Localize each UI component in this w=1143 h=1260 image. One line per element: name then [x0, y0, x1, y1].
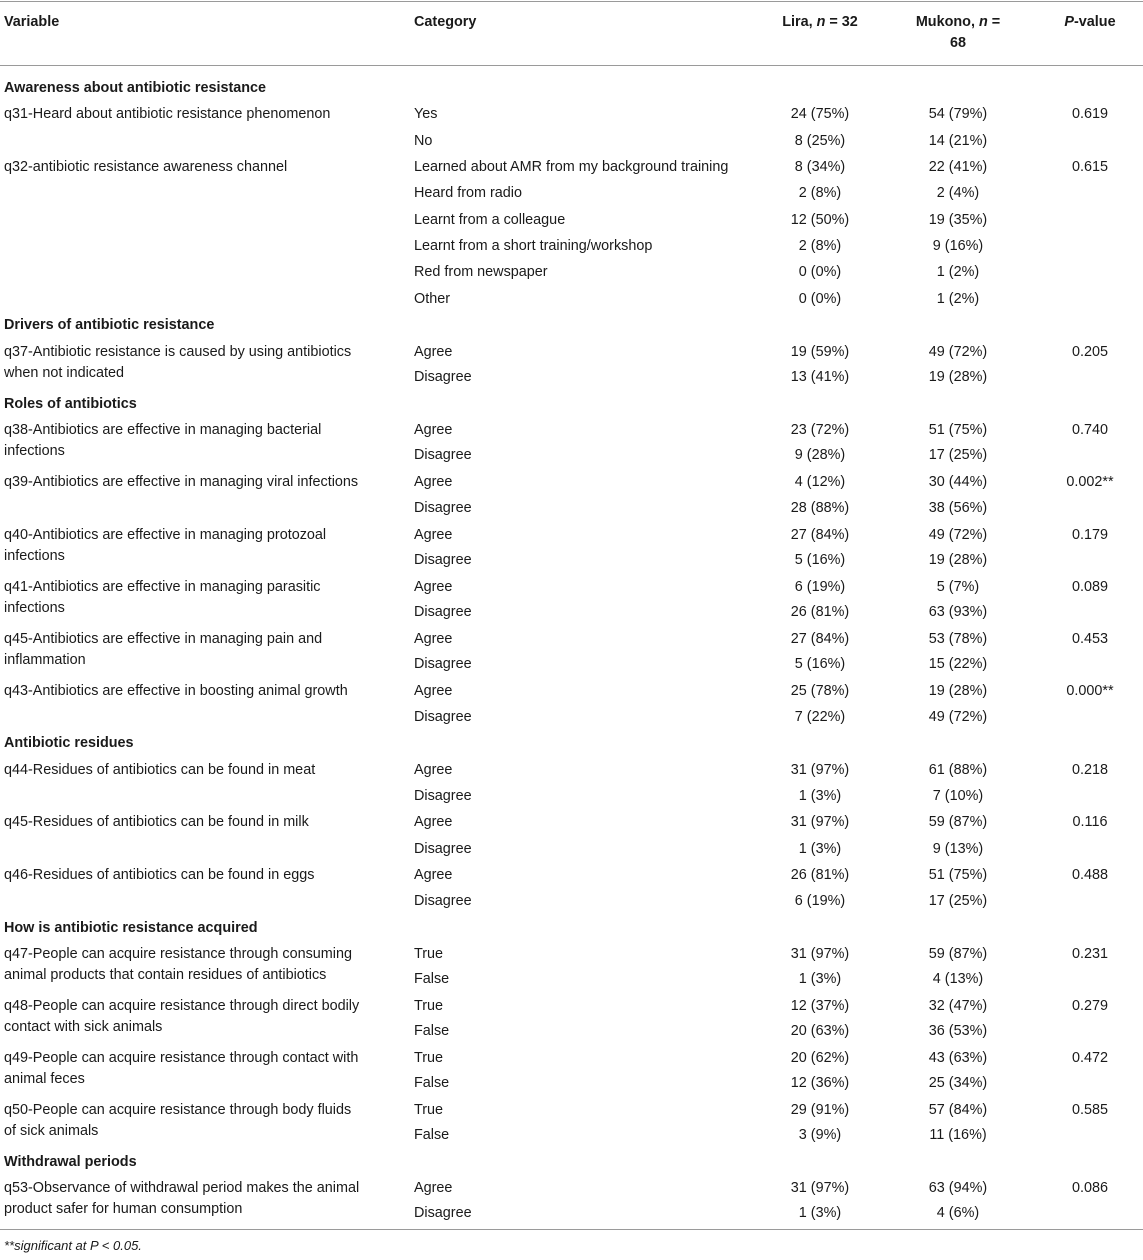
variable-label-line: infections	[4, 547, 65, 564]
lira-cell: 26 (81%)	[790, 867, 850, 883]
category-cell: Agree	[414, 867, 453, 883]
header-mukono: Mukono, n = 68	[915, 14, 1001, 51]
variable-label-line: animal feces	[4, 1071, 85, 1088]
p-value: 0.453	[1071, 630, 1108, 647]
lira-cell: 5 (16%)	[794, 655, 846, 672]
variable-label-line: infections	[4, 599, 65, 616]
section-title: Withdrawal periods	[4, 1154, 137, 1171]
variable-label-line: of sick animals	[4, 1123, 99, 1140]
mukono-cell: 49 (72%)	[928, 708, 988, 725]
lira-cell: 12 (50%)	[790, 211, 850, 228]
lira-cell: 4 (12%)	[794, 473, 846, 490]
lira-cell: 1 (3%)	[798, 971, 842, 988]
section-title: Awareness about antibiotic resistance	[4, 80, 267, 96]
p-value: 0.488	[1071, 867, 1108, 883]
lira-cell: 19 (59%)	[790, 343, 850, 360]
p-value: 0.619	[1071, 106, 1108, 123]
lira-cell: 31 (97%)	[790, 761, 850, 778]
variable-label	[4, 472, 399, 493]
mukono-cell: 19 (28%)	[928, 551, 988, 568]
mukono-cell: 51 (75%)	[928, 421, 988, 438]
mukono-cell: 49 (72%)	[928, 343, 988, 360]
category-cell: Disagree	[414, 446, 472, 463]
mukono-cell: 5 (7%)	[936, 578, 980, 595]
variable-label-line: q49-People can acquire resistance through contact with	[4, 1050, 359, 1067]
category-cell: Disagree	[414, 708, 472, 725]
category-cell: Agree	[414, 761, 453, 778]
category-cell: False	[414, 1075, 450, 1092]
mukono-cell: 4 (6%)	[936, 1205, 980, 1222]
variable-label-line: q48-People can acquire resistance through direct bodily	[4, 998, 360, 1015]
table-header-rule	[0, 65, 1143, 66]
variable-label-line: q53-Observance of withdrawal period makes the animal	[4, 1180, 360, 1197]
mukono-cell: 63 (94%)	[928, 1180, 988, 1197]
lira-cell: 29 (91%)	[790, 1102, 850, 1119]
variable-label	[4, 1178, 399, 1220]
lira-cell: 12 (36%)	[790, 1075, 850, 1092]
mukono-cell: 25 (34%)	[928, 1075, 988, 1092]
p-value: 0.615	[1071, 159, 1108, 176]
mukono-cell: 9 (16%)	[932, 238, 984, 255]
lira-cell: 24 (75%)	[790, 106, 850, 123]
variable-label-line: animal products that contain residues of antibiotics	[4, 967, 327, 984]
p-value: 0.086	[1071, 1180, 1108, 1197]
mukono-cell: 43 (63%)	[928, 1050, 988, 1067]
variable-label-line: q45-Antibiotics are effective in managing pain and	[4, 630, 323, 647]
mukono-cell: 61 (88%)	[928, 761, 988, 778]
category-cell: Agree	[414, 578, 453, 595]
category-cell: Disagree	[414, 840, 472, 857]
mukono-cell: 36 (53%)	[928, 1023, 988, 1040]
lira-cell: 27 (84%)	[790, 526, 850, 543]
p-value: 0.116	[1072, 814, 1108, 831]
lira-cell: 5 (16%)	[794, 551, 846, 568]
category-cell: Heard from radio	[414, 185, 522, 202]
lira-cell: 3 (9%)	[798, 1127, 842, 1144]
lira-cell: 26 (81%)	[790, 603, 850, 620]
variable-label	[4, 681, 399, 702]
category-cell: Yes	[414, 106, 438, 123]
lira-cell: 7 (22%)	[794, 708, 846, 725]
mukono-cell: 17 (25%)	[928, 893, 988, 910]
lira-cell: 31 (97%)	[790, 946, 850, 963]
category-cell: False	[414, 1127, 450, 1144]
category-cell: Agree	[414, 682, 453, 699]
lira-cell: 2 (8%)	[798, 185, 842, 202]
category-cell: Disagree	[414, 655, 472, 672]
p-value: 0.002**	[1066, 473, 1114, 490]
lira-cell: 2 (8%)	[798, 238, 842, 255]
variable-label-line: q38-Antibiotics are effective in managing bacterial	[4, 421, 322, 438]
category-cell: Agree	[414, 343, 453, 360]
variable-label-line: q50-People can acquire resistance through body fluids	[4, 1102, 352, 1119]
variable-label	[4, 104, 399, 125]
mukono-cell: 17 (25%)	[928, 446, 988, 463]
category-cell: True	[414, 946, 444, 963]
p-value: 0.472	[1071, 1050, 1108, 1067]
mukono-cell: 54 (79%)	[928, 106, 988, 123]
mukono-cell: 7 (10%)	[932, 787, 984, 804]
header-category: Category	[414, 14, 477, 30]
variable-label	[4, 1100, 399, 1142]
lira-cell: 25 (78%)	[790, 682, 850, 699]
lira-cell: 8 (34%)	[794, 159, 846, 176]
p-value: 0.000**	[1066, 682, 1114, 699]
section-title: Roles of antibiotics	[4, 395, 137, 412]
header-variable: Variable	[4, 14, 60, 30]
lira-cell: 23 (72%)	[790, 421, 850, 438]
table-footnote: **significant at P < 0.05.	[4, 1238, 142, 1253]
mukono-cell: 51 (75%)	[928, 867, 988, 883]
category-cell: Red from newspaper	[414, 264, 548, 281]
variable-label	[4, 760, 399, 781]
table-bottom-rule	[0, 1229, 1143, 1230]
mukono-cell: 53 (78%)	[928, 630, 988, 647]
variable-label-line: q40-Antibiotics are effective in managing protozoal	[4, 526, 327, 543]
category-cell: No	[414, 132, 433, 149]
variable-label-line: product safer for human consumption	[4, 1201, 243, 1218]
category-cell: False	[414, 971, 450, 988]
category-cell: Disagree	[414, 1205, 472, 1222]
variable-label	[4, 1048, 399, 1090]
category-cell: Learnt from a colleague	[414, 211, 566, 228]
mukono-cell: 19 (35%)	[928, 211, 988, 228]
lira-cell: 9 (28%)	[794, 446, 846, 463]
mukono-cell: 19 (28%)	[928, 368, 988, 385]
mukono-cell: 14 (21%)	[928, 132, 988, 149]
category-cell: Agree	[414, 630, 453, 647]
p-value: 0.279	[1071, 998, 1108, 1015]
lira-cell: 20 (62%)	[790, 1050, 850, 1067]
category-cell: Learned about AMR from my background training	[414, 159, 729, 176]
category-cell: Disagree	[414, 787, 472, 804]
mukono-cell: 59 (87%)	[928, 814, 988, 831]
lira-cell: 6 (19%)	[794, 893, 846, 910]
mukono-cell: 32 (47%)	[928, 998, 988, 1015]
category-cell: True	[414, 998, 444, 1015]
lira-cell: 0 (0%)	[798, 264, 842, 281]
variable-label	[4, 629, 399, 671]
lira-cell: 1 (3%)	[798, 787, 842, 804]
lira-cell: 27 (84%)	[790, 630, 850, 647]
p-value: 0.585	[1071, 1102, 1108, 1119]
category-cell: Other	[414, 290, 450, 307]
variable-label-line: q47-People can acquire resistance through consuming	[4, 946, 352, 963]
variable-label	[4, 944, 399, 986]
variable-label	[4, 812, 399, 833]
category-cell: Disagree	[414, 603, 472, 620]
mukono-cell: 2 (4%)	[936, 185, 980, 202]
section-title: How is antibiotic resistance acquired	[4, 919, 258, 936]
lira-cell: 12 (37%)	[790, 998, 850, 1015]
category-cell: Disagree	[414, 368, 472, 385]
variable-label-line: q44-Residues of antibiotics can be found in meat	[4, 761, 316, 778]
lira-cell: 31 (97%)	[790, 1180, 850, 1197]
mukono-cell: 4 (13%)	[932, 971, 984, 988]
variable-label-line: when not indicated	[4, 364, 125, 381]
variable-label	[4, 157, 399, 178]
p-value: 0.089	[1071, 578, 1108, 595]
variable-label-line: inflammation	[4, 651, 86, 668]
category-cell: Agree	[414, 814, 453, 831]
variable-label	[4, 996, 399, 1038]
lira-cell: 8 (25%)	[794, 132, 846, 149]
lira-cell: 31 (97%)	[790, 814, 850, 831]
mukono-cell: 15 (22%)	[928, 655, 988, 672]
variable-label-line: q37-Antibiotic resistance is caused by using antibiotics	[4, 343, 352, 360]
mukono-cell: 49 (72%)	[928, 526, 988, 543]
variable-label-line: contact with sick animals	[4, 1019, 163, 1036]
category-cell: Learnt from a short training/workshop	[414, 238, 653, 255]
p-value: 0.205	[1071, 343, 1108, 360]
variable-label	[4, 342, 399, 384]
variable-label	[4, 420, 399, 462]
category-cell: Disagree	[414, 500, 472, 517]
variable-label	[4, 865, 399, 886]
lira-cell: 20 (63%)	[790, 1023, 850, 1040]
mukono-cell: 63 (93%)	[928, 603, 988, 620]
mukono-cell: 22 (41%)	[928, 159, 988, 176]
variable-label-line: q39-Antibiotics are effective in managing viral infections	[4, 473, 359, 490]
category-cell: Disagree	[414, 893, 472, 910]
p-value: 0.231	[1071, 946, 1108, 963]
mukono-cell: 1 (2%)	[936, 264, 980, 281]
section-title: Drivers of antibiotic resistance	[4, 317, 215, 334]
category-cell: True	[414, 1102, 444, 1119]
category-cell: Agree	[414, 526, 453, 543]
p-value: 0.218	[1071, 761, 1108, 778]
lira-cell: 1 (3%)	[798, 1205, 842, 1222]
table-top-rule	[0, 1, 1143, 2]
variable-label-line: q45-Residues of antibiotics can be found in milk	[4, 814, 309, 831]
mukono-cell: 1 (2%)	[936, 290, 980, 307]
p-value: 0.740	[1071, 421, 1108, 438]
section-title: Antibiotic residues	[4, 735, 134, 752]
mukono-cell: 57 (84%)	[928, 1102, 988, 1119]
lira-cell: 1 (3%)	[798, 840, 842, 857]
variable-label-line: q41-Antibiotics are effective in managing parasitic	[4, 578, 321, 595]
variable-label	[4, 525, 399, 567]
mukono-cell: 38 (56%)	[928, 500, 988, 517]
category-cell: False	[414, 1023, 450, 1040]
lira-cell: 28 (88%)	[790, 500, 850, 517]
mukono-cell: 11 (16%)	[929, 1127, 987, 1144]
variable-label-line: q43-Antibiotics are effective in boosting animal growth	[4, 682, 348, 699]
lira-cell: 0 (0%)	[798, 290, 842, 307]
variable-label-line: q32-antibiotic resistance awareness channel	[4, 159, 288, 176]
category-cell: Agree	[414, 473, 453, 490]
category-cell: Agree	[414, 421, 453, 438]
header-pvalue: P-value	[1064, 14, 1116, 30]
variable-label-line: q31-Heard about antibiotic resistance phenomenon	[4, 106, 331, 123]
category-cell: Disagree	[414, 551, 472, 568]
mukono-cell: 19 (28%)	[928, 682, 988, 699]
lira-cell: 13 (41%)	[790, 368, 850, 385]
mukono-cell: 59 (87%)	[928, 946, 988, 963]
category-cell: Agree	[414, 1180, 453, 1197]
variable-label	[4, 577, 399, 619]
category-cell: True	[414, 1050, 444, 1067]
variable-label-line: infections	[4, 442, 65, 459]
p-value: 0.179	[1071, 526, 1108, 543]
lira-cell: 6 (19%)	[794, 578, 846, 595]
header-lira: Lira, n = 32	[782, 14, 858, 30]
mukono-cell: 30 (44%)	[928, 473, 988, 490]
mukono-cell: 9 (13%)	[932, 840, 984, 857]
variable-label-line: q46-Residues of antibiotics can be found in eggs	[4, 867, 315, 883]
